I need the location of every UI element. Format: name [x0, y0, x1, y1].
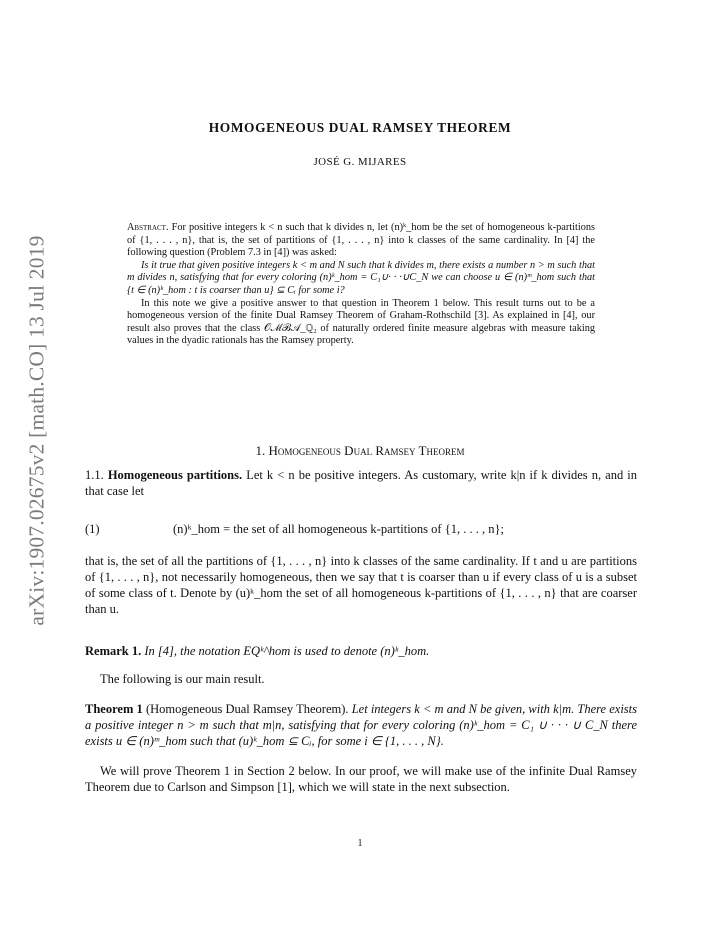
remark-1 — [85, 643, 637, 659]
page-number: 1 — [357, 838, 363, 849]
arxiv-stamp — [22, 215, 52, 645]
subsection-title: Homogeneous partitions. — [107, 468, 243, 482]
paper-author: JOSÉ G. MIJARES — [313, 156, 407, 168]
theorem-1 — [85, 701, 637, 749]
abstract-text-1: For positive integers k < n such that k divides n, let (n)ᵏ_hom be the set of homogeneous k-partitions of {1, . . . , n}, that is, the set of partitions of {1, . . . , n} into k classes of the same cardinality. In [4] the following question (Problem 7.3 in [4]) was asked: — [127, 222, 596, 259]
section-heading: 1. Homogeneous Dual Ramsey Theorem — [255, 443, 465, 458]
arxiv-identifier: arXiv:1907.02675v2 [math.CO] 13 Jul 2019 — [24, 234, 49, 626]
closing-paragraph: We will prove Theorem 1 in Section 2 below. In our proof, we will make use of the infinite Dual Ramsey Theorem due to Carlson and Simpson [1], which we will state in the next subsection. — [85, 764, 637, 794]
definition-paragraph: that is, the set of all the partitions of {1, . . . , n} into k classes of the same cardinality. If t and u are partitions of {1, . . . , n}, not necessarily homogeneous, then we say that t is coarser than u if every class of u is a subset of some class of t. Denote by (u)ᵏ_hom the set of all homogeneous k-partitions of {1, . . . , n} that are coarser than u. — [85, 554, 637, 616]
subsection-paragraph — [85, 467, 637, 499]
theorem-name: (Homogeneous Dual Ramsey Theorem). — [145, 702, 349, 716]
subsection-number: 1.1. — [85, 468, 104, 482]
subsection-text: Let k < n be positive integers. As customary, write k|n if k divides n, and in that case let — [85, 468, 638, 498]
abstract-paragraph-3: In this note we give a positive answer to that question in Theorem 1 below. This result turns out to be a homogeneous version of the finite Dual Ramsey Theorem of Graham-Rothschild [3]. As explained in [4], our result also proves that the class 𝒪ℳℬ𝒜_ℚ₂ of naturally ordered finite measure algebras with measure taking values in the dyadic rationals has the Ramsey property. — [127, 297, 595, 347]
main-result-intro: The following is our main result. — [100, 672, 265, 686]
abstract — [127, 222, 595, 348]
abstract-paragraph-1 — [127, 222, 595, 260]
theorem-label: Theorem 1 — [85, 702, 143, 716]
body-text — [85, 467, 637, 795]
equation-1 — [85, 521, 637, 537]
remark-label: Remark 1. — [85, 644, 142, 658]
remark-text: In [4], the notation EQᵏ^hom is used to denote (n)ᵏ_hom. — [144, 644, 430, 658]
abstract-heading: Abstract. — [127, 222, 169, 233]
abstract-question: Is it true that given positive integers k < m and N such that k divides m, there exists a number n > m such that m divides n, satisfying that for every coloring (n)ᵏ_hom = C₁∪· · ·∪C_N we can choose u ∈ (n)ᵐ_hom such that {t ∈ (n)ᵏ_hom : t is coarser than u} ⊆ Cᵢ for some i? — [127, 259, 595, 296]
equation-number: (1) — [85, 522, 100, 536]
theorem-statement: Let integers k < m and N be given, with k|m. There exists a positive integer n > m such that m|n, satisfying that for every coloring (n)ᵏ_hom = C₁ ∪ · · · ∪ C_N there exists u ∈ (n)ᵐ_hom such that (u)ᵏ_hom ⊆ Cᵢ, for some i ∈ {1, . . . , N}. — [85, 702, 638, 748]
equation-text: (n)ᵏ_hom = the set of all homogeneous k-partitions of {1, . . . , n}; — [173, 522, 504, 536]
paper-title: HOMOGENEOUS DUAL RAMSEY THEOREM — [208, 120, 512, 135]
